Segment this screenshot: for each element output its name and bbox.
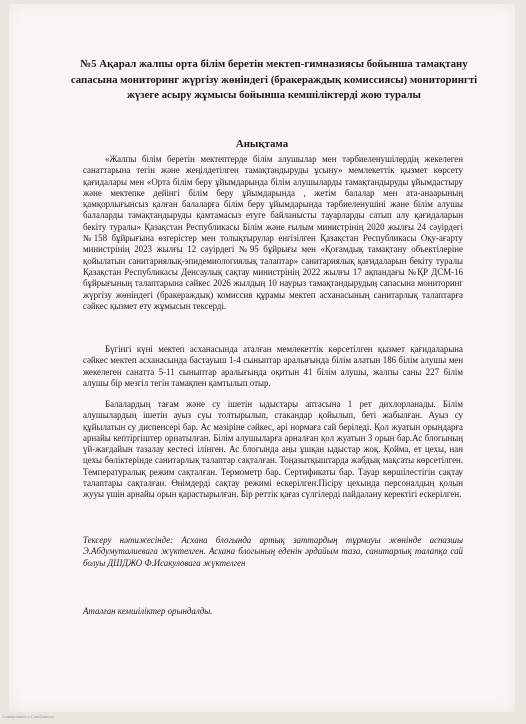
document-title: №5 Ақарал жалпы орта білім беретін мектеп-гимназиясы бойынша тамақтану сапасына мониторинг жүргізу жөніндегі (бракераждық комиссиясы) мониторингті жүзеге асыру жұмысы бойынша кемшіліктерді жою туралы <box>64 57 484 104</box>
paragraph-inspection-details <box>83 399 463 501</box>
scanner-watermark: Сканировано с CamScanner <box>2 714 54 719</box>
paragraph-text: Бүгінгі күні мектеп асханасында аталған мемлекеттік көрсетілген қызмет қағидаларына сәйкес мектеп асханасында бастауыш 1-4 сыныптар аралығында білім алатын 186 білім алушы мен жекелеген санатта 5-11 сыныптар аралығында оқитын 41 білім алушы, жалпы саны 227 білім алушы бір мезгіл тегін тамақпен қамтылып отыр. <box>83 344 463 389</box>
paragraph-inspection-result <box>83 535 463 569</box>
paragraph-text: Аталған кемшіліктер орындалды. <box>83 606 463 617</box>
document-heading: Анықтама <box>9 138 515 150</box>
paragraph-regulations <box>83 154 463 312</box>
document-page <box>9 4 515 712</box>
paragraph-text: Тексеру нәтижесінде: Асхана блогында артық заттардың тұрмауы жөнінде аспазшы Э.Абдумуталиевага жүктелген. Асхана блогының еденін әрдайым таза, санитарлық талапқа сай болуы ДШДЖО Ф.Исакуловага жүктелген <box>83 535 463 569</box>
paragraph-coverage <box>83 344 463 389</box>
paragraph-text: «Жалпы білім беретін мектептерде білім алушылар мен тәрбиеленушілердің жекелеген санаттарына тегін және жеңілдетілген тамақтандыруды ұсыну» мемлекеттік қызмет көрсету қағидалары мен «Орта білім беру ұйымдарында білім алушыларды тамақтандыруды ұйымдастыру және мектепке дейінгі білім беру ұйымдарында , жетім балалар мен ата-анаарының қамқорлығынсыз қалған балаларға білім беру ұйымдарында тәрбиеленушіні және білім алушы балаларды тамақтандыруды қамтамасыз етуге байланысты тауарларды сатып алу қағидаларын бекіту туралы» Қазақстан Республикасы Білім және ғылым министрінің 2020 жылғы 24 сәуірдегі №158 бұйрығына өзгерістер мен толықтырулар енгізілген Қазақстан Республикасы Оқу-ағарту министрінің 2023 жылғы 12 сәуірдегі №95 бұйрығы мен «Қоғамдық тамақтану объектілеріне қойылатын санитариялық-эпидемиологиялық талаптар» санитариялық қағидаларын бекіту туралы Қазақстан Республикасы Денсаулық сақтау министрінің 2022 жылғы 17 ақпандағы №ҚР ДСМ-16 бұйрығының талаптарына сәйкес 2026 жылдың 10 наурыз тамақтандырудың сапасына мониторинг жүргізу жөніндегі (бракераждық) комиссия құрамы мектеп асханасының санитарлық талаптарға сәйкес қызмет ету жұмысын тексерді. <box>83 154 463 312</box>
paragraph-text: Балалардың тағам және су ішетін ыдыстары аптасына 1 рет дихлорланады. Білім алушылардың ішетін ауыз суы толтырылып, стакандар қойылып, беті жабылған. Ауыз су құйылатын су диспенсері бар. Ас мәзіріне сәйкес, әрі нормаға сай беріледі. Қол жуатын орындарға арнайы кептіргіштер орнатылған. Білім алушыларға арналған қол жуатын 3 орын бар.Ас блогының үй-жағдайын тазалау кестесі ілінген. Ас блогында аңы ұшқан ыдыстар жоқ. Қойма, ет цехы, нан цехы бөліктерінде санитарлық талаптар сақталған. Тоңазытқыштарда жабдық мақсаты көрсетілген. Температуралық режим сақталған. Термометр бар. Сертификаты бар. Тауар көршілестігін сақтау талаптары сақталған. Өнімдерді сақтау режимі ескерілген.Пісіру цехында персоналдың қолын жууы үшін арнайы орын қарастырылған. Бір реттік қағаз сүлгілерді пайдалану керектігі ескерілген. <box>83 399 463 501</box>
paragraph-conclusion <box>83 606 463 617</box>
